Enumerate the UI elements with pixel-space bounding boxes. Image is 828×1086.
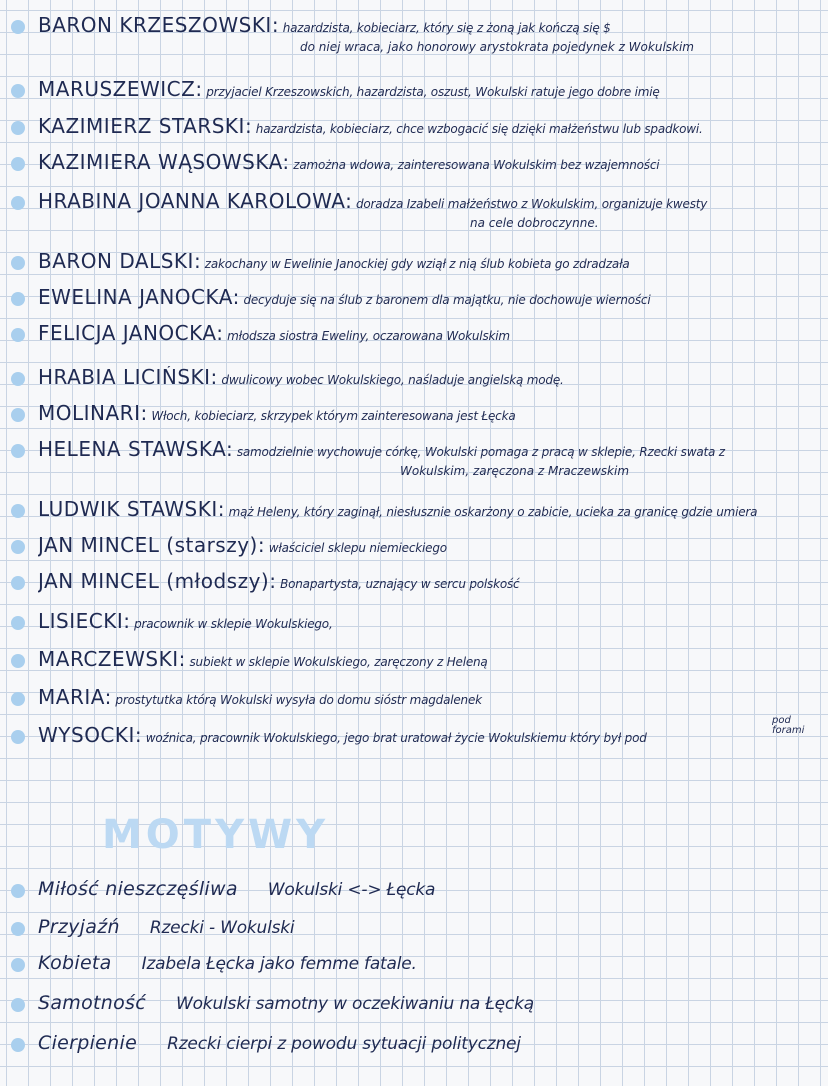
- character-description: decyduje się na ślub z baronem dla majątku, nie dochowuje wierności: [239, 293, 651, 307]
- margin-annotation: pod forami: [772, 715, 805, 736]
- motif-line: [38, 992, 824, 1016]
- character-name: MARIA:: [38, 686, 112, 709]
- bullet-dot: [11, 328, 25, 342]
- bullet-dot: [11, 372, 25, 386]
- bullet-dot: [11, 922, 25, 936]
- character-description: pracownik w sklepie Wokulskiego,: [130, 617, 333, 631]
- character-description: zakochany w Ewelinie Janockiej gdy wziął z nią ślub kobieta go zdradzała: [201, 257, 630, 271]
- character-description: prostytutka którą Wokulski wysyła do domu sióstr magdalenek: [111, 693, 482, 707]
- character-description: zamożna wdowa, zainteresowana Wokulskim bez wzajemności: [289, 158, 660, 172]
- character-line: [38, 498, 824, 523]
- bullet-dot: [11, 504, 25, 518]
- character-name: HRABIA LICIŃSKI:: [38, 366, 218, 389]
- character-description: właściciel sklepu niemieckiego: [265, 541, 447, 555]
- character-description: subiekt w sklepie Wokulskiego, zaręczony z Heleną: [185, 655, 488, 669]
- character-name: JAN MINCEL (starszy):: [38, 534, 266, 557]
- character-name: EWELINA JANOCKA:: [38, 286, 240, 309]
- motif-description: Wokulski <-> Łęcka: [267, 880, 436, 900]
- character-line: [38, 724, 824, 749]
- motif-description: Wokulski samotny w oczekiwaniu na Łęcką: [176, 994, 534, 1014]
- character-name: MOLINARI:: [38, 402, 148, 425]
- character-description: Włoch, kobieciarz, skrzypek którym zainteresowana jest Łęcka: [147, 409, 516, 423]
- character-description: woźnica, pracownik Wokulskiego, jego brat uratował życie Wokulskiemu który był pod: [142, 731, 647, 745]
- bullet-dot: [11, 292, 25, 306]
- character-description: samodzielnie wychowuje córkę, Wokulski pomaga z pracą w sklepie, Rzecki swata z: [233, 445, 725, 459]
- character-name: MARUSZEWICZ:: [38, 78, 203, 101]
- character-description: Bonapartysta, uznający w sercu polskość: [276, 577, 520, 591]
- character-name: LUDWIK STAWSKI:: [38, 498, 226, 521]
- motif-line: [38, 916, 824, 940]
- bullet-dot: [11, 730, 25, 744]
- character-line: [38, 322, 824, 347]
- character-description-continued: Wokulskim, zaręczona z Mraczewskim: [400, 464, 630, 478]
- character-name: BARON DALSKI:: [38, 250, 202, 273]
- motif-description: Rzecki - Wokulski: [149, 918, 295, 938]
- bullet-dot: [11, 654, 25, 668]
- character-name: LISIECKI:: [38, 610, 131, 633]
- character-line: [38, 610, 824, 635]
- character-name: WYSOCKI:: [38, 724, 143, 747]
- character-line: [38, 438, 824, 463]
- character-name: BARON KRZESZOWSKI:: [38, 14, 280, 37]
- bullet-dot: [11, 20, 25, 34]
- motif-line: [38, 1032, 824, 1056]
- character-name: FELICJA JANOCKA:: [38, 322, 224, 345]
- motif-name: Cierpienie: [38, 1032, 138, 1054]
- bullet-dot: [11, 958, 25, 972]
- bullet-dot: [11, 616, 25, 630]
- character-line: [38, 190, 824, 215]
- character-line: [38, 286, 824, 311]
- bullet-dot: [11, 256, 25, 270]
- character-description: hazardzista, kobieciarz, który się z żoną jak kończą się $: [279, 21, 611, 35]
- character-line: [38, 14, 824, 39]
- motif-name: Kobieta: [38, 952, 112, 974]
- character-description: mąż Heleny, który zaginął, niesłusznie oskarżony o zabicie, ucieka za granicę gdzie umiera: [225, 505, 758, 519]
- motif-name: Przyjaźń: [38, 916, 120, 938]
- character-line: [38, 402, 824, 427]
- motif-name: Miłość nieszczęśliwa: [38, 878, 238, 900]
- motif-line: [38, 878, 824, 902]
- character-line: [38, 648, 824, 673]
- bullet-dot: [11, 444, 25, 458]
- bullet-dot: [11, 692, 25, 706]
- motif-name: Samotność: [38, 992, 146, 1014]
- character-line: [38, 78, 824, 103]
- character-description: młodsza siostra Eweliny, oczarowana Wokulskim: [223, 329, 510, 343]
- character-line: [38, 151, 824, 176]
- character-name: JAN MINCEL (młodszy):: [38, 570, 277, 593]
- bullet-dot: [11, 196, 25, 210]
- character-name: MARCZEWSKI:: [38, 648, 186, 671]
- bullet-dot: [11, 1038, 25, 1052]
- bullet-dot: [11, 121, 25, 135]
- motif-line: [38, 952, 824, 976]
- character-name: KAZIMIERA WĄSOWSKA:: [38, 151, 290, 174]
- character-name: HRABINA JOANNA KAROLOWA:: [38, 190, 353, 213]
- character-description: dwulicowy wobec Wokulskiego, naśladuje angielską modę.: [217, 373, 564, 387]
- character-name: KAZIMIERZ STARSKI:: [38, 115, 253, 138]
- character-line: [38, 250, 824, 275]
- character-line: [38, 534, 824, 559]
- character-description: doradza Izabeli małżeństwo z Wokulskim, organizuje kwesty: [352, 197, 708, 211]
- bullet-dot: [11, 157, 25, 171]
- character-description-continued: do niej wraca, jako honorowy arystokrata pojedynek z Wokulskim: [300, 40, 694, 54]
- character-name: HELENA STAWSKA:: [38, 438, 234, 461]
- character-line: [38, 115, 824, 140]
- motifs-heading: MOTYWY: [102, 812, 330, 858]
- motif-description: Izabela Łęcka jako femme fatale.: [141, 954, 417, 974]
- character-line: [38, 686, 824, 711]
- character-description: hazardzista, kobieciarz, chce wzbogacić się dzięki małżeństwu lub spadkowi.: [252, 122, 703, 136]
- character-description: przyjaciel Krzeszowskich, hazardzista, oszust, Wokulski ratuje jego dobre imię: [202, 85, 660, 99]
- character-line: [38, 570, 824, 595]
- bullet-dot: [11, 540, 25, 554]
- bullet-dot: [11, 998, 25, 1012]
- character-description-continued: na cele dobroczynne.: [470, 216, 599, 230]
- character-line: [38, 366, 824, 391]
- bullet-dot: [11, 884, 25, 898]
- motif-description: Rzecki cierpi z powodu sytuacji politycznej: [167, 1034, 521, 1054]
- bullet-dot: [11, 408, 25, 422]
- bullet-dot: [11, 84, 25, 98]
- bullet-dot: [11, 576, 25, 590]
